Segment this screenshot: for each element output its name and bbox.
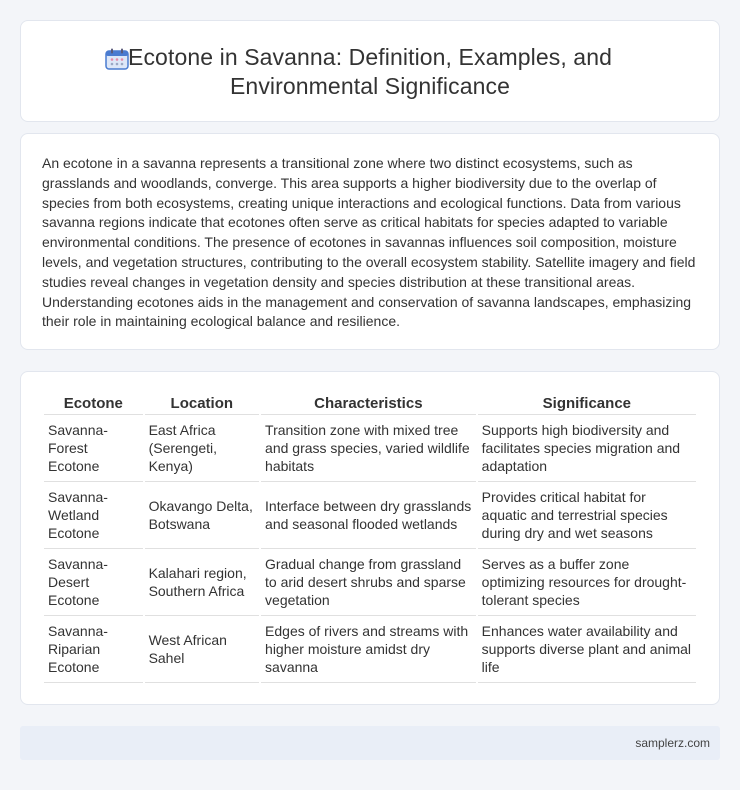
footer-site-link[interactable]: samplerz.com <box>635 736 710 750</box>
cell-significance: Serves as a buffer zone optimizing resources for drought-tolerant species <box>478 549 696 616</box>
cell-characteristics: Interface between dry grasslands and seasonal flooded wetlands <box>261 482 476 549</box>
table-card <box>20 371 720 705</box>
table-row <box>44 482 696 549</box>
cell-location: Okavango Delta, Botswana <box>145 482 259 549</box>
cell-characteristics: Gradual change from grassland to arid desert shrubs and sparse vegetation <box>261 549 476 616</box>
page-title: Ecotone in Savanna: Definition, Examples, and Environmental Significance <box>128 44 612 99</box>
table-row <box>44 549 696 616</box>
cell-location: West African Sahel <box>145 616 259 683</box>
ecotone-table <box>42 393 698 683</box>
cell-significance: Provides critical habitat for aquatic and terrestrial species during dry and wet seasons <box>478 482 696 549</box>
intro-card <box>20 133 720 350</box>
cell-ecotone: Savanna-Forest Ecotone <box>44 415 143 482</box>
footer-bar <box>20 726 720 760</box>
cell-location: Kalahari region, Southern Africa <box>145 549 259 616</box>
cell-characteristics: Edges of rivers and streams with higher moisture amidst dry savanna <box>261 616 476 683</box>
table-header-row <box>44 393 696 415</box>
intro-paragraph: An ecotone in a savanna represents a transitional zone where two distinct ecosystems, such as grasslands and woodlands, converge. This area supports a higher biodiversity due to the overlap of species from both ecosystems, creating unique interactions and ecological functions. Data from various savanna regions indicate that ecotones often serve as critical habitats for species adapted to variable environmental conditions. The presence of ecotones in savannas influences soil composition, moisture levels, and vegetation structures, contributing to the overall ecosystem stability. Satellite imagery and field studies reveal changes in vegetation density and species distribution at these transitional areas. Understanding ecotones aids in the management and conservation of savanna landscapes, emphasizing their role in maintaining ecological balance and resilience. <box>42 155 696 330</box>
title-card <box>20 20 720 122</box>
table-row <box>44 415 696 482</box>
header-ecotone: Ecotone <box>44 393 143 415</box>
cell-ecotone: Savanna-Desert Ecotone <box>44 549 143 616</box>
cell-significance: Supports high biodiversity and facilitates species migration and adaptation <box>478 415 696 482</box>
cell-characteristics: Transition zone with mixed tree and grass species, varied wildlife habitats <box>261 415 476 482</box>
cell-location: East Africa (Serengeti, Kenya) <box>145 415 259 482</box>
table-row <box>44 616 696 683</box>
header-location: Location <box>145 393 259 415</box>
cell-ecotone: Savanna-Riparian Ecotone <box>44 616 143 683</box>
cell-significance: Enhances water availability and supports diverse plant and animal life <box>478 616 696 683</box>
cell-ecotone: Savanna-Wetland Ecotone <box>44 482 143 549</box>
header-characteristics: Characteristics <box>261 393 476 415</box>
header-significance: Significance <box>478 393 696 415</box>
